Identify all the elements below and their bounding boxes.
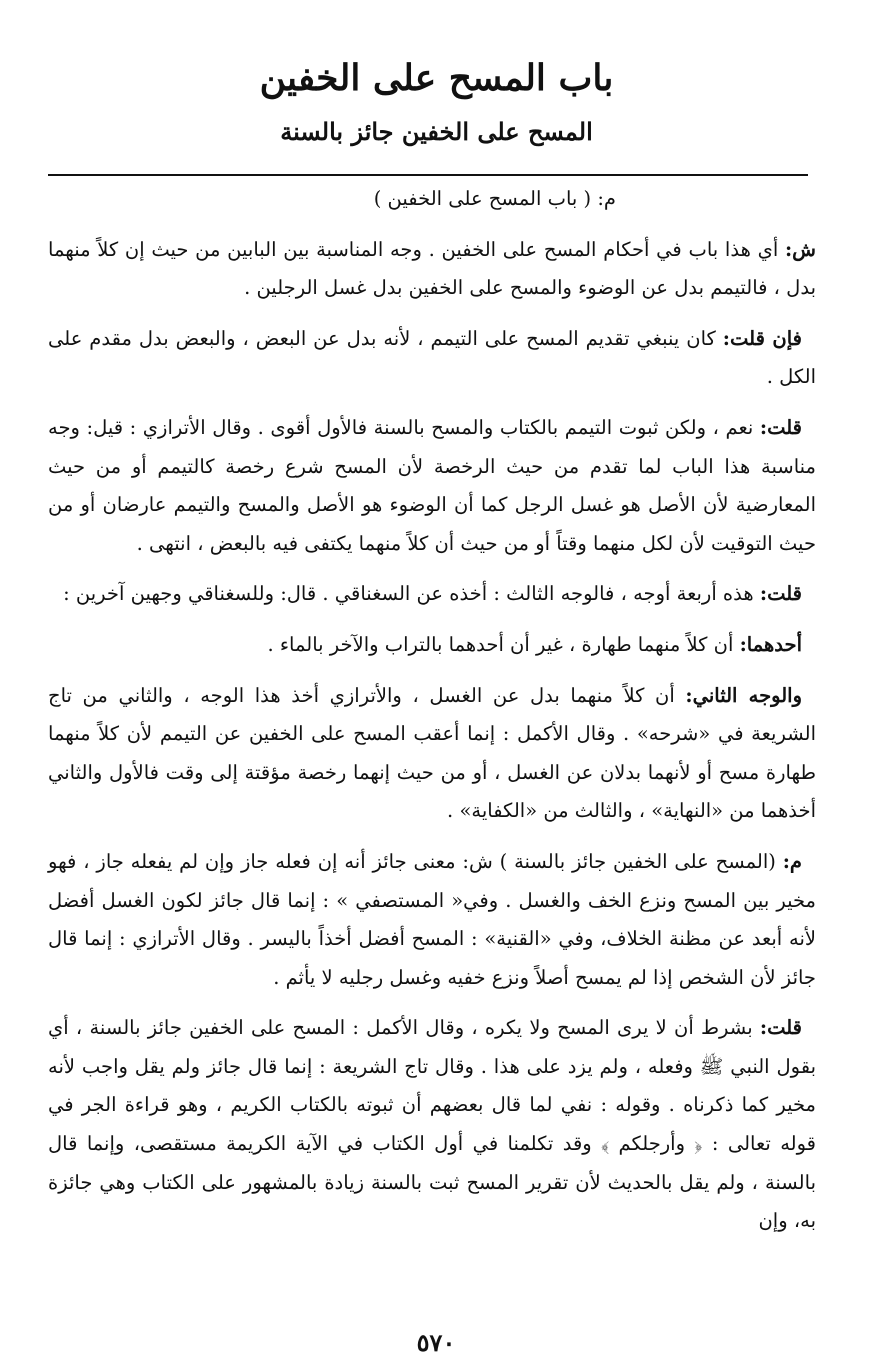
paragraph-lead: قلت:: [759, 415, 802, 439]
paragraph-text: أن كلاً منهما طهارة ، غير أن أحدهما بالتراب والآخر بالماء .: [267, 632, 740, 656]
paragraph-lead: قلت:: [759, 1016, 802, 1040]
paragraph-lead: ش:: [784, 237, 816, 261]
paragraph-matn-heading: [48, 180, 616, 219]
paragraph: [48, 843, 816, 997]
paragraph-lead: فإن قلت:: [722, 326, 802, 350]
paragraph-lead: أحدهما:: [739, 632, 802, 656]
body-text: [48, 180, 816, 1253]
paragraph-text: م: ( باب المسح على الخفين ): [373, 187, 616, 210]
paragraph-text: (المسح على الخفين جائز بالسنة ) ش: معنى جائز أنه إن فعله جاز وإن لم يفعله جاز ، فهو مخير بين المسح ونزع الخف والغسل . وفي« المستصفي » : إنما قال جائز لكون الغسل أفضل لأنه أبعد عن مظنة الخلاف، وفي «القنية» : المسح أفضل أخذاً باليسر . وقال الأترازي : إنما قال جائز لأن الشخص إذا لم يمسح أصلاً ونزع خفيه وغسل رجليه لا يأثم .: [48, 849, 816, 989]
paragraph: [48, 1009, 816, 1241]
paragraph: [48, 626, 816, 665]
paragraph-text: كان ينبغي تقديم المسح على التيمم ، لأنه بدل عن البعض ، والبعض بدل مقدم على الكل .: [48, 326, 816, 389]
paragraph-text: أن كلاً منهما بدل عن الغسل ، والأترازي أخذ هذا الوجه ، والثاني من تاج الشريعة في «شرحه» . وقال الأكمل : إنما أعقب المسح على الخفين عن التيمم لأن كلاً منهما طهارة مسح أو لأنهما بدلان عن الغسل ، أو من حيث إنهما رخصة مؤقتة إلى وقت فالأول والثاني أخذهما من «النهاية» ، والثالث من «الكفاية» .: [48, 683, 816, 823]
chapter-title: باب المسح على الخفين: [259, 57, 614, 99]
paragraph-lead: قلت:: [759, 582, 802, 606]
header-divider: [48, 174, 808, 176]
paragraph-text: نعم ، ولكن ثبوت التيمم بالكتاب والمسح بالسنة فالأول أقوى . وقال الأترازي : قيل: وجه مناسبة هذا الباب لما تقدم من حيث الرخصة لأن المسح شرع رخصة كالتيمم أو من حيث المعارضية لأن الأصل هو غسل الرجل كما أن الوضوء هو الأصل والمسح والتيمم عارضان أو من حيث التوقيت لأن لكل منهما وقتاً أو من حيث أن كلاً منهما يكتفى فيه بالبعض ، انتهى .: [48, 415, 816, 555]
paragraph: [48, 575, 816, 614]
paragraph-lead: م:: [782, 849, 802, 873]
chapter-subtitle: المسح على الخفين جائز بالسنة: [280, 117, 593, 146]
paragraph-text: بشرط أن لا يرى المسح ولا يكره ، وقال الأكمل : المسح على الخفين جائز بالسنة ، أي بقول النبي ﷺ وفعله ، ولم يزد على هذا . وقال تاج الشريعة : إنما قال جائز ولم يقل واجب لأنه مخير كما ذكرناه . وقوله : نفي لما قال بعضهم أن ثبوته بالكتاب الكريم ، وهو قراءة الجر في قوله تعالى : ﴿ وأرجلكم ﴾ وقد تكلمنا في أول الكتاب في الآية الكريمة مستقصى، وإنما قال بالسنة ، ولم يقل بالحديث لأن تقرير المسح ثبت بالسنة زيادة بالمشهور على الكتاب وهي جائزة به، وإن: [48, 1016, 816, 1233]
paragraph-text: أي هذا باب في أحكام المسح على الخفين . وجه المناسبة بين البابين من حيث إن كلاً منهما بدل ، فالتيمم بدل عن الوضوء والمسح على الخفين بدل غسل الرجلين .: [48, 237, 816, 300]
page-number: ٥٧٠: [416, 1328, 456, 1357]
paragraph: [48, 677, 816, 831]
paragraph: [48, 231, 816, 308]
paragraph: [48, 409, 816, 563]
paragraph: [48, 320, 816, 397]
paragraph-text: هذه أربعة أوجه ، فالوجه الثالث : أخذه عن السغناقي . قال: وللسغناقي وجهين آخرين :: [63, 582, 760, 606]
paragraph-lead: والوجه الثاني:: [685, 683, 802, 707]
